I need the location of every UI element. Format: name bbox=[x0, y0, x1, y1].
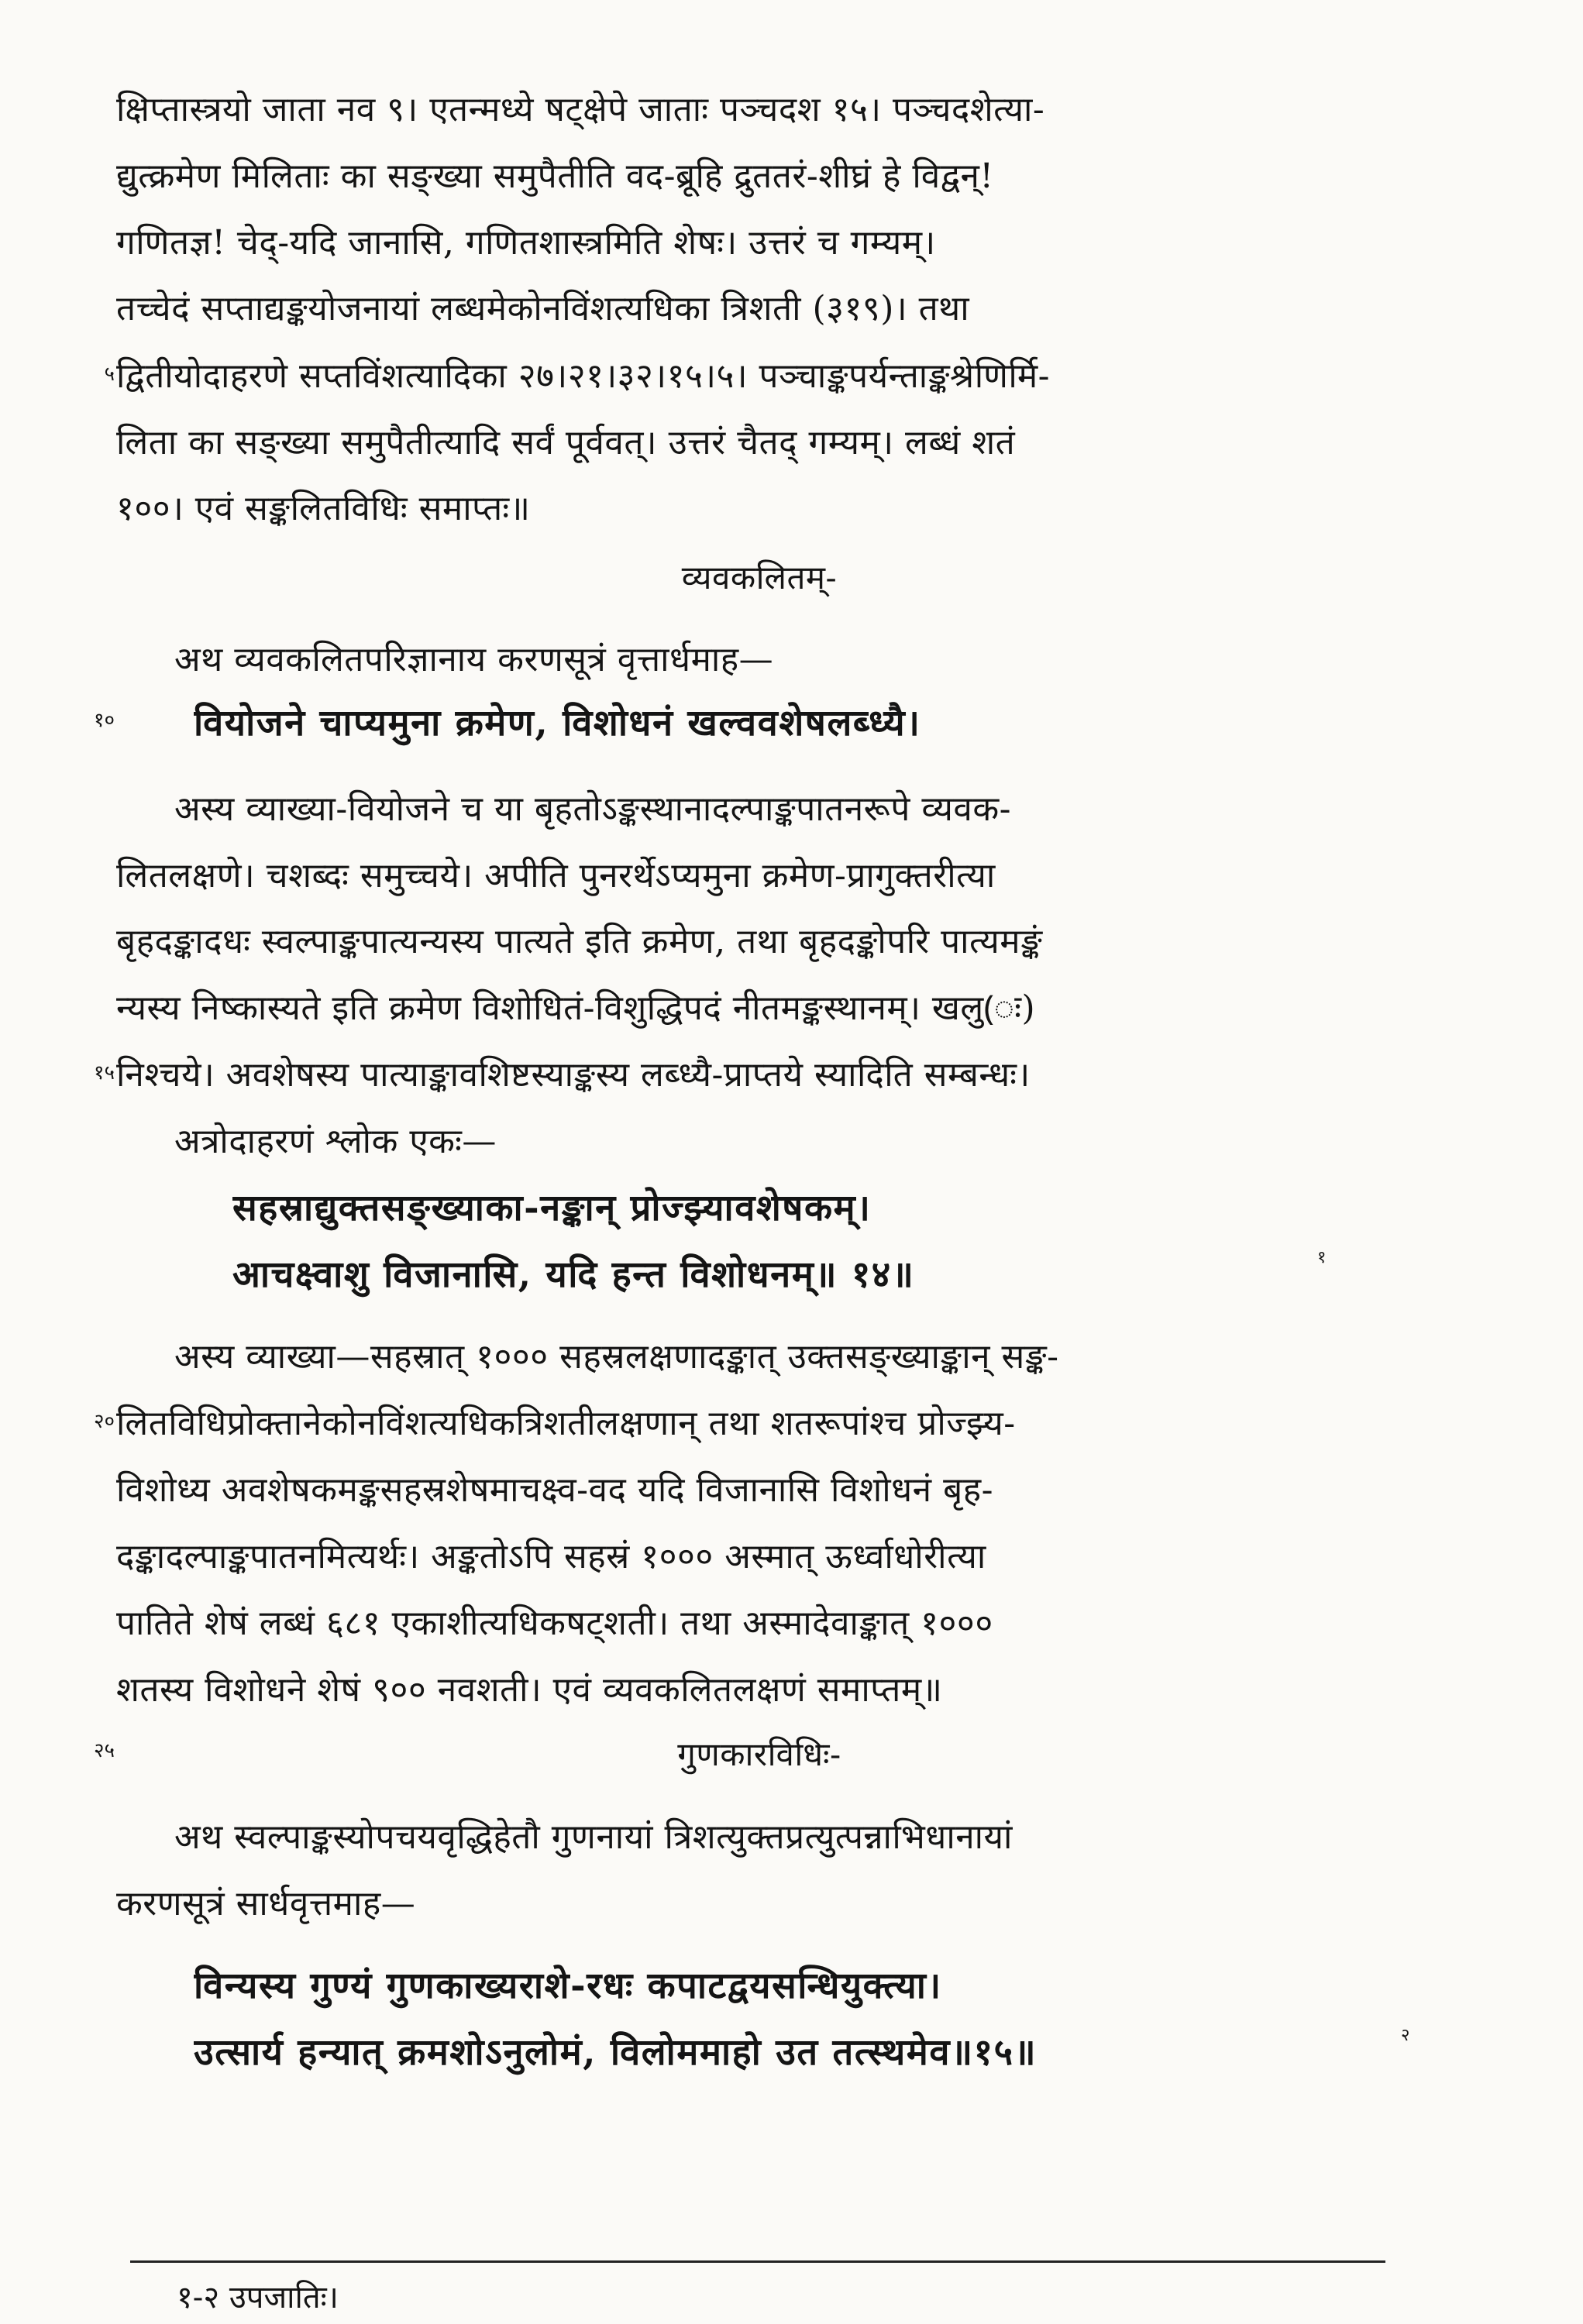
section-heading: गुणकारविधिः- bbox=[677, 1735, 841, 1773]
verse-line: विन्यस्य गुण्यं गुणकाख्यराशे-रधः कपाटद्वयसन्धियुक्त्या। bbox=[194, 1965, 942, 2007]
text-line: शतस्य विशोधने शेषं ९०० नवशती। एवं व्यवकलितलक्षणं समाप्तम्॥ bbox=[116, 1670, 943, 1710]
footnote-mark: १ bbox=[1317, 1248, 1327, 1267]
verse-line: वियोजने चाप्यमुना क्रमेण, विशोधनं खल्ववशेषलब्ध्यै। bbox=[194, 702, 921, 744]
text-line: तच्चेदं सप्ताद्यङ्कयोजनायां लब्धमेकोनविंशत्यधिका त्रिशती (३१९)। तथा bbox=[116, 289, 970, 328]
text-line: गणितज्ञ! चेद्-यदि जानासि, गणितशास्त्रमिति शेषः। उत्तरं च गम्यम्। bbox=[116, 223, 936, 263]
text-line: न्यस्य निष्कास्यते इति क्रमेण विशोधितं-विशुद्धिपदं नीतमङ्कस्थानम्। खलु(ः) bbox=[116, 988, 1036, 1028]
text-line: अथ व्यवकलितपरिज्ञानाय करणसूत्रं वृत्तार्धमाह— bbox=[174, 640, 774, 679]
text-line: करणसूत्रं सार्धवृत्तमाह— bbox=[116, 1884, 416, 1923]
line-number: २५ bbox=[93, 1739, 115, 1762]
text-line: १००। एवं सङ्कलितविधिः समाप्तः॥ bbox=[116, 489, 531, 528]
text-line: अत्रोदाहरणं श्लोक एकः— bbox=[174, 1122, 497, 1161]
line-number: ५ bbox=[104, 363, 115, 386]
footnote-mark: २ bbox=[1401, 2026, 1410, 2045]
text-line: लितलक्षणे। चशब्दः समुच्चये। अपीति पुनरर्थेऽप्यमुना क्रमेण-प्रागुक्तरीत्या bbox=[116, 856, 996, 896]
text-line: अस्य व्याख्या-वियोजने च या बृहतोऽङ्कस्थानादल्पाङ्कपातनरूपे व्यवक- bbox=[174, 789, 1012, 829]
verse-line: सहस्राद्युक्तसङ्ख्याका-नङ्कान् प्रोज्झ्यावशेषकम्। bbox=[232, 1187, 872, 1229]
text-line: बृहदङ्कादधः स्वल्पाङ्कपात्यन्यस्य पात्यते इति क्रमेण, तथा बृहदङ्कोपरि पात्यमङ्कं bbox=[116, 922, 1043, 961]
section-heading: व्यवकलितम्- bbox=[681, 559, 838, 596]
text-line: लितविधिप्रोक्तानेकोनविंशत्यधिकत्रिशतीलक्षणान् तथा शतरूपांश्च प्रोज्झ्य- bbox=[116, 1404, 1016, 1443]
footnote: १-२ उपजातिः। bbox=[177, 2280, 339, 2315]
line-number: १० bbox=[93, 709, 115, 732]
text-line: अस्य व्याख्या—सहस्रात् १००० सहस्रलक्षणादङ्कात् उक्तसङ्ख्याङ्कान् सङ्क- bbox=[174, 1337, 1059, 1377]
line-number: १५ bbox=[93, 1061, 115, 1085]
text-line: निश्चये। अवशेषस्य पात्याङ्कावशिष्टस्याङ्कस्य लब्ध्यै-प्राप्तये स्यादिति सम्बन्धः। bbox=[116, 1055, 1031, 1095]
verse-line: आचक्ष्वाशु विजानासि, यदि हन्त विशोधनम्॥ १४॥ bbox=[232, 1253, 915, 1296]
text-line: पातिते शेषं लब्धं ६८१ एकाशीत्यधिकषट्शती। तथा अस्मादेवाङ्कात् १००० bbox=[116, 1604, 993, 1643]
text-line: अथ स्वल्पाङ्कस्योपचयवृद्धिहेतौ गुणनायां त्रिशत्युक्तप्रत्युत्पन्नाभिधानायां bbox=[174, 1817, 1013, 1857]
verse-line: उत्सार्य हन्यात् क्रमशोऽनुलोमं, विलोममाहो उत तत्स्थमेव॥१५॥ bbox=[194, 2031, 1038, 2074]
text-line: लिता का सङ्ख्या समुपैतीत्यादि सर्वं पूर्ववत्। उत्तरं चैतद् गम्यम्। लब्धं शतं bbox=[116, 423, 1016, 462]
text-line: विशोध्य अवशेषकमङ्कसहस्रशेषमाचक्ष्व-वद यदि विजानासि विशोधनं बृह- bbox=[116, 1470, 993, 1510]
text-line: द्वितीयोदाहरणे सप्तविंशत्यादिका २७।२१।३२।१५।५। पञ्चाङ्कपर्यन्ताङ्कश्रेणिर्मि- bbox=[116, 356, 1050, 396]
footnote-rule bbox=[130, 2260, 1385, 2263]
line-number: २० bbox=[93, 1410, 115, 1433]
text-line: दङ्कादल्पाङ्कपातनमित्यर्थः। अङ्कतोऽपि सहस्रं १००० अस्मात् ऊर्ध्वाधोरीत्या bbox=[116, 1537, 986, 1576]
text-line: द्युत्क्रमेण मिलिताः का सङ्ख्या समुपैतीति वद-ब्रूहि द्रुततरं-शीघ्रं हे विद्वन्! bbox=[116, 156, 994, 196]
text-line: क्षिप्तास्त्रयो जाता नव ९। एतन्मध्ये षट्क्षेपे जाताः पञ्चदश १५। पञ्चदशेत्या- bbox=[116, 90, 1045, 129]
